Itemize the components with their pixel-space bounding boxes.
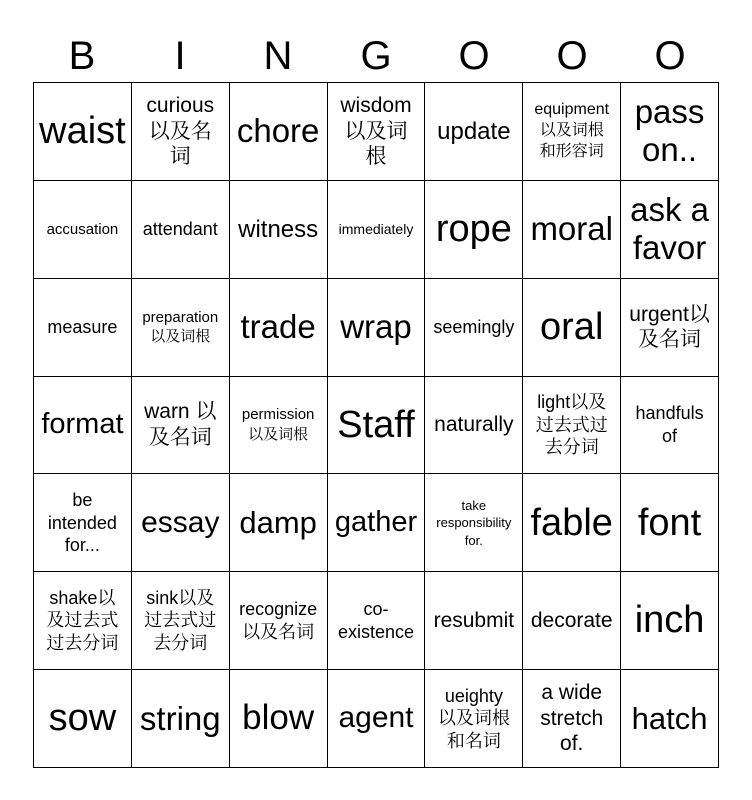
cell-text: light以及 过去式过 去分词 <box>535 392 608 458</box>
bingo-cell[interactable] <box>132 279 230 377</box>
bingo-cell[interactable] <box>34 572 132 670</box>
bingo-cell[interactable] <box>230 181 328 279</box>
cell-text: pass on.. <box>634 93 705 169</box>
cell-text: update <box>437 117 511 145</box>
bingo-cell[interactable] <box>621 572 719 670</box>
bingo-cell[interactable] <box>230 377 328 475</box>
cell-text: Staff <box>337 403 415 446</box>
bingo-cell[interactable] <box>523 474 621 572</box>
bingo-cell[interactable] <box>230 572 328 670</box>
bingo-grid <box>33 82 719 768</box>
cell-text: take responsibility for. <box>436 497 512 548</box>
bingo-cell[interactable] <box>34 670 132 768</box>
bingo-cell[interactable] <box>523 181 621 279</box>
cell-text: urgent以 及名词 <box>629 302 710 352</box>
cell-text: recognize 以及名词 <box>239 599 318 642</box>
bingo-cell[interactable] <box>34 279 132 377</box>
bingo-header <box>33 30 719 82</box>
bingo-cell[interactable] <box>132 181 230 279</box>
cell-text: seemingly <box>433 316 515 337</box>
cell-text: attendant <box>142 219 218 240</box>
bingo-cell[interactable] <box>132 377 230 475</box>
bingo-cell[interactable] <box>328 572 426 670</box>
bingo-cell[interactable] <box>230 474 328 572</box>
bingo-cell[interactable] <box>34 474 132 572</box>
bingo-cell[interactable] <box>621 670 719 768</box>
bingo-cell[interactable] <box>621 279 719 377</box>
cell-text: naturally <box>434 413 514 437</box>
header-letter: B <box>68 34 96 78</box>
bingo-cell[interactable] <box>230 279 328 377</box>
cell-text: gather <box>334 506 418 539</box>
cell-text: decorate <box>530 608 613 632</box>
cell-text: inch <box>634 599 705 642</box>
header-letter: O <box>556 34 588 78</box>
header-letter: O <box>458 34 490 78</box>
cell-text: ueighty 以及词根 和名词 <box>437 685 510 751</box>
cell-text: witness <box>238 215 319 243</box>
cell-text: a wide stretch of. <box>540 681 604 756</box>
bingo-cell[interactable] <box>523 279 621 377</box>
bingo-cell[interactable] <box>132 572 230 670</box>
cell-text: moral <box>530 210 613 248</box>
bingo-cell[interactable] <box>621 83 719 181</box>
cell-text: damp <box>239 505 317 541</box>
bingo-cell[interactable] <box>328 670 426 768</box>
bingo-cell[interactable] <box>425 572 523 670</box>
cell-text: curious 以及名 词 <box>146 94 215 169</box>
bingo-cell[interactable] <box>328 181 426 279</box>
cell-text: chore <box>236 112 320 150</box>
cell-text: warn 以 及名词 <box>144 400 217 449</box>
header-letter: O <box>654 34 686 78</box>
bingo-cell[interactable] <box>34 377 132 475</box>
cell-text: accusation <box>46 220 119 238</box>
bingo-cell[interactable] <box>523 670 621 768</box>
bingo-cell[interactable] <box>425 474 523 572</box>
cell-text: shake以 及过去式 过去分词 <box>46 587 119 653</box>
bingo-cell[interactable] <box>328 279 426 377</box>
bingo-cell[interactable] <box>621 181 719 279</box>
bingo-cell[interactable] <box>523 572 621 670</box>
bingo-cell[interactable] <box>132 83 230 181</box>
cell-text: hatch <box>631 700 708 736</box>
cell-text: string <box>139 699 221 737</box>
cell-text: wrap <box>340 308 412 346</box>
bingo-cell[interactable] <box>328 83 426 181</box>
bingo-cell[interactable] <box>230 83 328 181</box>
cell-text: be intended for... <box>47 490 117 556</box>
bingo-cell[interactable] <box>230 670 328 768</box>
header-letter: I <box>174 34 186 78</box>
bingo-cell[interactable] <box>34 83 132 181</box>
bingo-cell[interactable] <box>425 83 523 181</box>
bingo-cell[interactable] <box>132 670 230 768</box>
bingo-cell[interactable] <box>425 279 523 377</box>
cell-text: format <box>41 408 124 441</box>
header-letter: N <box>263 34 293 78</box>
bingo-cell[interactable] <box>425 377 523 475</box>
cell-text: font <box>637 501 702 544</box>
cell-text: fable <box>530 501 613 544</box>
cell-text: essay <box>141 505 220 539</box>
bingo-cell[interactable] <box>523 377 621 475</box>
cell-text: oral <box>540 305 604 348</box>
bingo-cell[interactable] <box>523 83 621 181</box>
bingo-cell[interactable] <box>132 474 230 572</box>
cell-text: sink以及 过去式过 去分词 <box>144 587 217 653</box>
bingo-cell[interactable] <box>425 670 523 768</box>
bingo-cell[interactable] <box>34 181 132 279</box>
bingo-cell[interactable] <box>328 474 426 572</box>
bingo-cell[interactable] <box>621 377 719 475</box>
cell-text: ask a favor <box>630 191 709 267</box>
cell-text: resubmit <box>433 608 515 632</box>
cell-text: sow <box>48 697 117 740</box>
cell-text: wisdom 以及词 根 <box>340 94 412 169</box>
cell-text: equipment 以及词根 和形容词 <box>534 101 610 160</box>
cell-text: co- existence <box>337 599 415 642</box>
cell-text: agent <box>338 701 414 735</box>
bingo-cell[interactable] <box>621 474 719 572</box>
cell-text: trade <box>240 308 316 346</box>
cell-text: blow <box>242 698 315 738</box>
bingo-cell[interactable] <box>328 377 426 475</box>
cell-text: waist <box>39 110 126 153</box>
bingo-cell[interactable] <box>425 181 523 279</box>
cell-text: rope <box>435 208 512 250</box>
cell-text: preparation 以及词根 <box>142 308 219 346</box>
cell-text: handfuls of <box>635 403 704 446</box>
cell-text: measure <box>47 316 118 337</box>
cell-text: immediately <box>338 220 414 237</box>
cell-text: permission 以及词根 <box>241 406 315 443</box>
header-letter: G <box>360 34 392 78</box>
